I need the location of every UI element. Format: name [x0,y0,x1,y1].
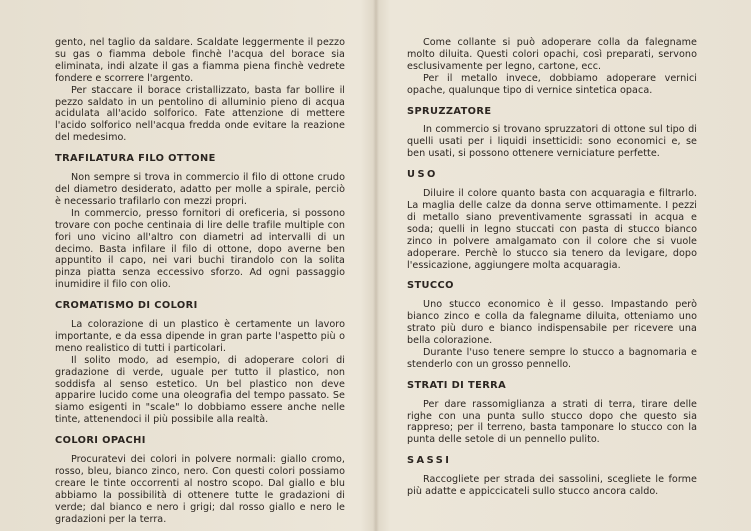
section-title-colori-opachi: COLORI OPACHI [55,435,146,447]
sassi-paragraph-1: Raccogliete per strada dei sassolini, scegliete le forme più adatte e appiccicateli sullo stucco ancora caldo. [407,474,697,498]
trafilatura-paragraph-2: In commercio, presso fornitori di oreficeria, si possono trovare con poche centinaia di lire delle trafile multiple con fori uno vicino all'altro con diametri ad intervalli di un decimo. Basta infilare il filo di ottone, dopo averne ben appuntito il capo, nei vari buchi tirandolo con la solita pinza piatta senza eccessivo sforzo. Ad ogni passaggio inumidire il filo con olio. [55,207,345,291]
section-title-uso: USO [407,169,438,181]
intro-paragraph-1: gento, nel taglio da saldare. Scaldate leggermente il pezzo su gas o fiamma debole finchè l'acqua del borace sia eliminata, indi alzate il gas a fiamma piena finchè vedrete fondere e scorrere l'argento. [55,37,345,84]
right-intro-paragraph-1: Come collante si può adoperare colla da falegname molto diluita. Questi colori opachi, così preparati, servono esclusivamente per legno, cartone, ecc. [407,37,697,72]
intro-paragraph-2: Per staccare il borace cristallizzato, basta far bollire il pezzo saldato in un pentolino di alluminio pieno di acqua acidulata all'acido solforico. Fate attenzione di mettere l'acido solforico nell'acqua fredda onde evitare la reazione del medesimo. [55,84,345,144]
colori-opachi-paragraph-1: Procuratevi dei colori in polvere normali: giallo cromo, rosso, bleu, bianco zinco, nero. Con questi colori possiamo creare le tinte occorrenti al nostro scopo. Dal giallo e blu abbiamo la possibilità di ottenere tutte le gradazioni di verde; dal bianco e nero i grigi; dal rosso giallo e nero le gradazioni per la terra. [55,454,345,525]
cromatismo-paragraph-1: La colorazione di un plastico è certamente un lavoro importante, e da essa dipende in gran parte l'aspetto più o meno realistico di tutti i particolari. [55,319,345,354]
trafilatura-paragraph-1: Non sempre si trova in commercio il filo di ottone crudo del diametro desiderato, adatto per molle a spirale, perciò è necessario trafilarlo con mezzi propri. [55,172,345,207]
section-title-trafilatura: TRAFILATURA FILO OTTONE [55,153,216,165]
right-intro-paragraph-2: Per il metallo invece, dobbiamo adoperare vernici opache, qualunque tipo di vernice sintetica opaca. [407,72,697,96]
cromatismo-paragraph-2: Il solito modo, ad esempio, di adoperare colori di gradazione di verde, uguale per tutto il plastico, non soddisfa al senso estetico. Un bel plastico non deve apparire lucido come una oleografia del tempo passato. Se siamo esigenti in "scale" lo dobbiamo essere anche nelle tinte, attenendoci il più possibile alla realtà. [55,354,345,426]
left-page [55,37,345,526]
spruzzatore-paragraph-1: In commercio si trovano spruzzatori di ottone sul tipo di quelli usati per i liquidi insetticidi: sono economici e, se ben usati, si possono ottenere verniciature perfette. [407,124,697,160]
right-page [407,37,697,498]
section-title-spruzzatore: SPRUZZATORE [407,105,492,117]
section-title-cromatismo: CROMATISMO DI COLORI [55,300,198,312]
page-gutter [373,0,379,531]
strati-paragraph-1: Per dare rassomiglianza a strati di terra, tirare delle righe con una punta sullo stucco dopo che questo sia rappreso; per il terreno, basta tamponare lo stucco con la punta delle setole di un pennello pulito. [407,398,697,446]
section-title-strati: STRATI DI TERRA [407,379,507,391]
stucco-paragraph-2: Durante l'uso tenere sempre lo stucco a bagnomaria e stenderlo con un grosso pennello. [407,346,697,370]
section-title-sassi: SASSI [407,455,452,467]
uso-paragraph-1: Diluire il colore quanto basta con acquaragia e filtrarlo. La maglia delle calze da donna serve ottimamente. I pezzi di metallo siano preventivamente sgrassati in acqua e soda; quelli in legno stuccati con pasta di stucco bianco zinco in polvere amalgamato con il colore che si vuole adoperare. Perchè lo stucco sia tenero da levigare, dopo l'essicazione, aggiungere molta acquaragia. [407,188,697,271]
stucco-paragraph-1: Uno stucco economico è il gesso. Impastando però bianco zinco e colla da falegname diluita, otteniamo uno strato più duro e bianco indispensabile per ricevere una bella colorazione. [407,299,697,347]
section-title-stucco: STUCCO [407,280,454,292]
